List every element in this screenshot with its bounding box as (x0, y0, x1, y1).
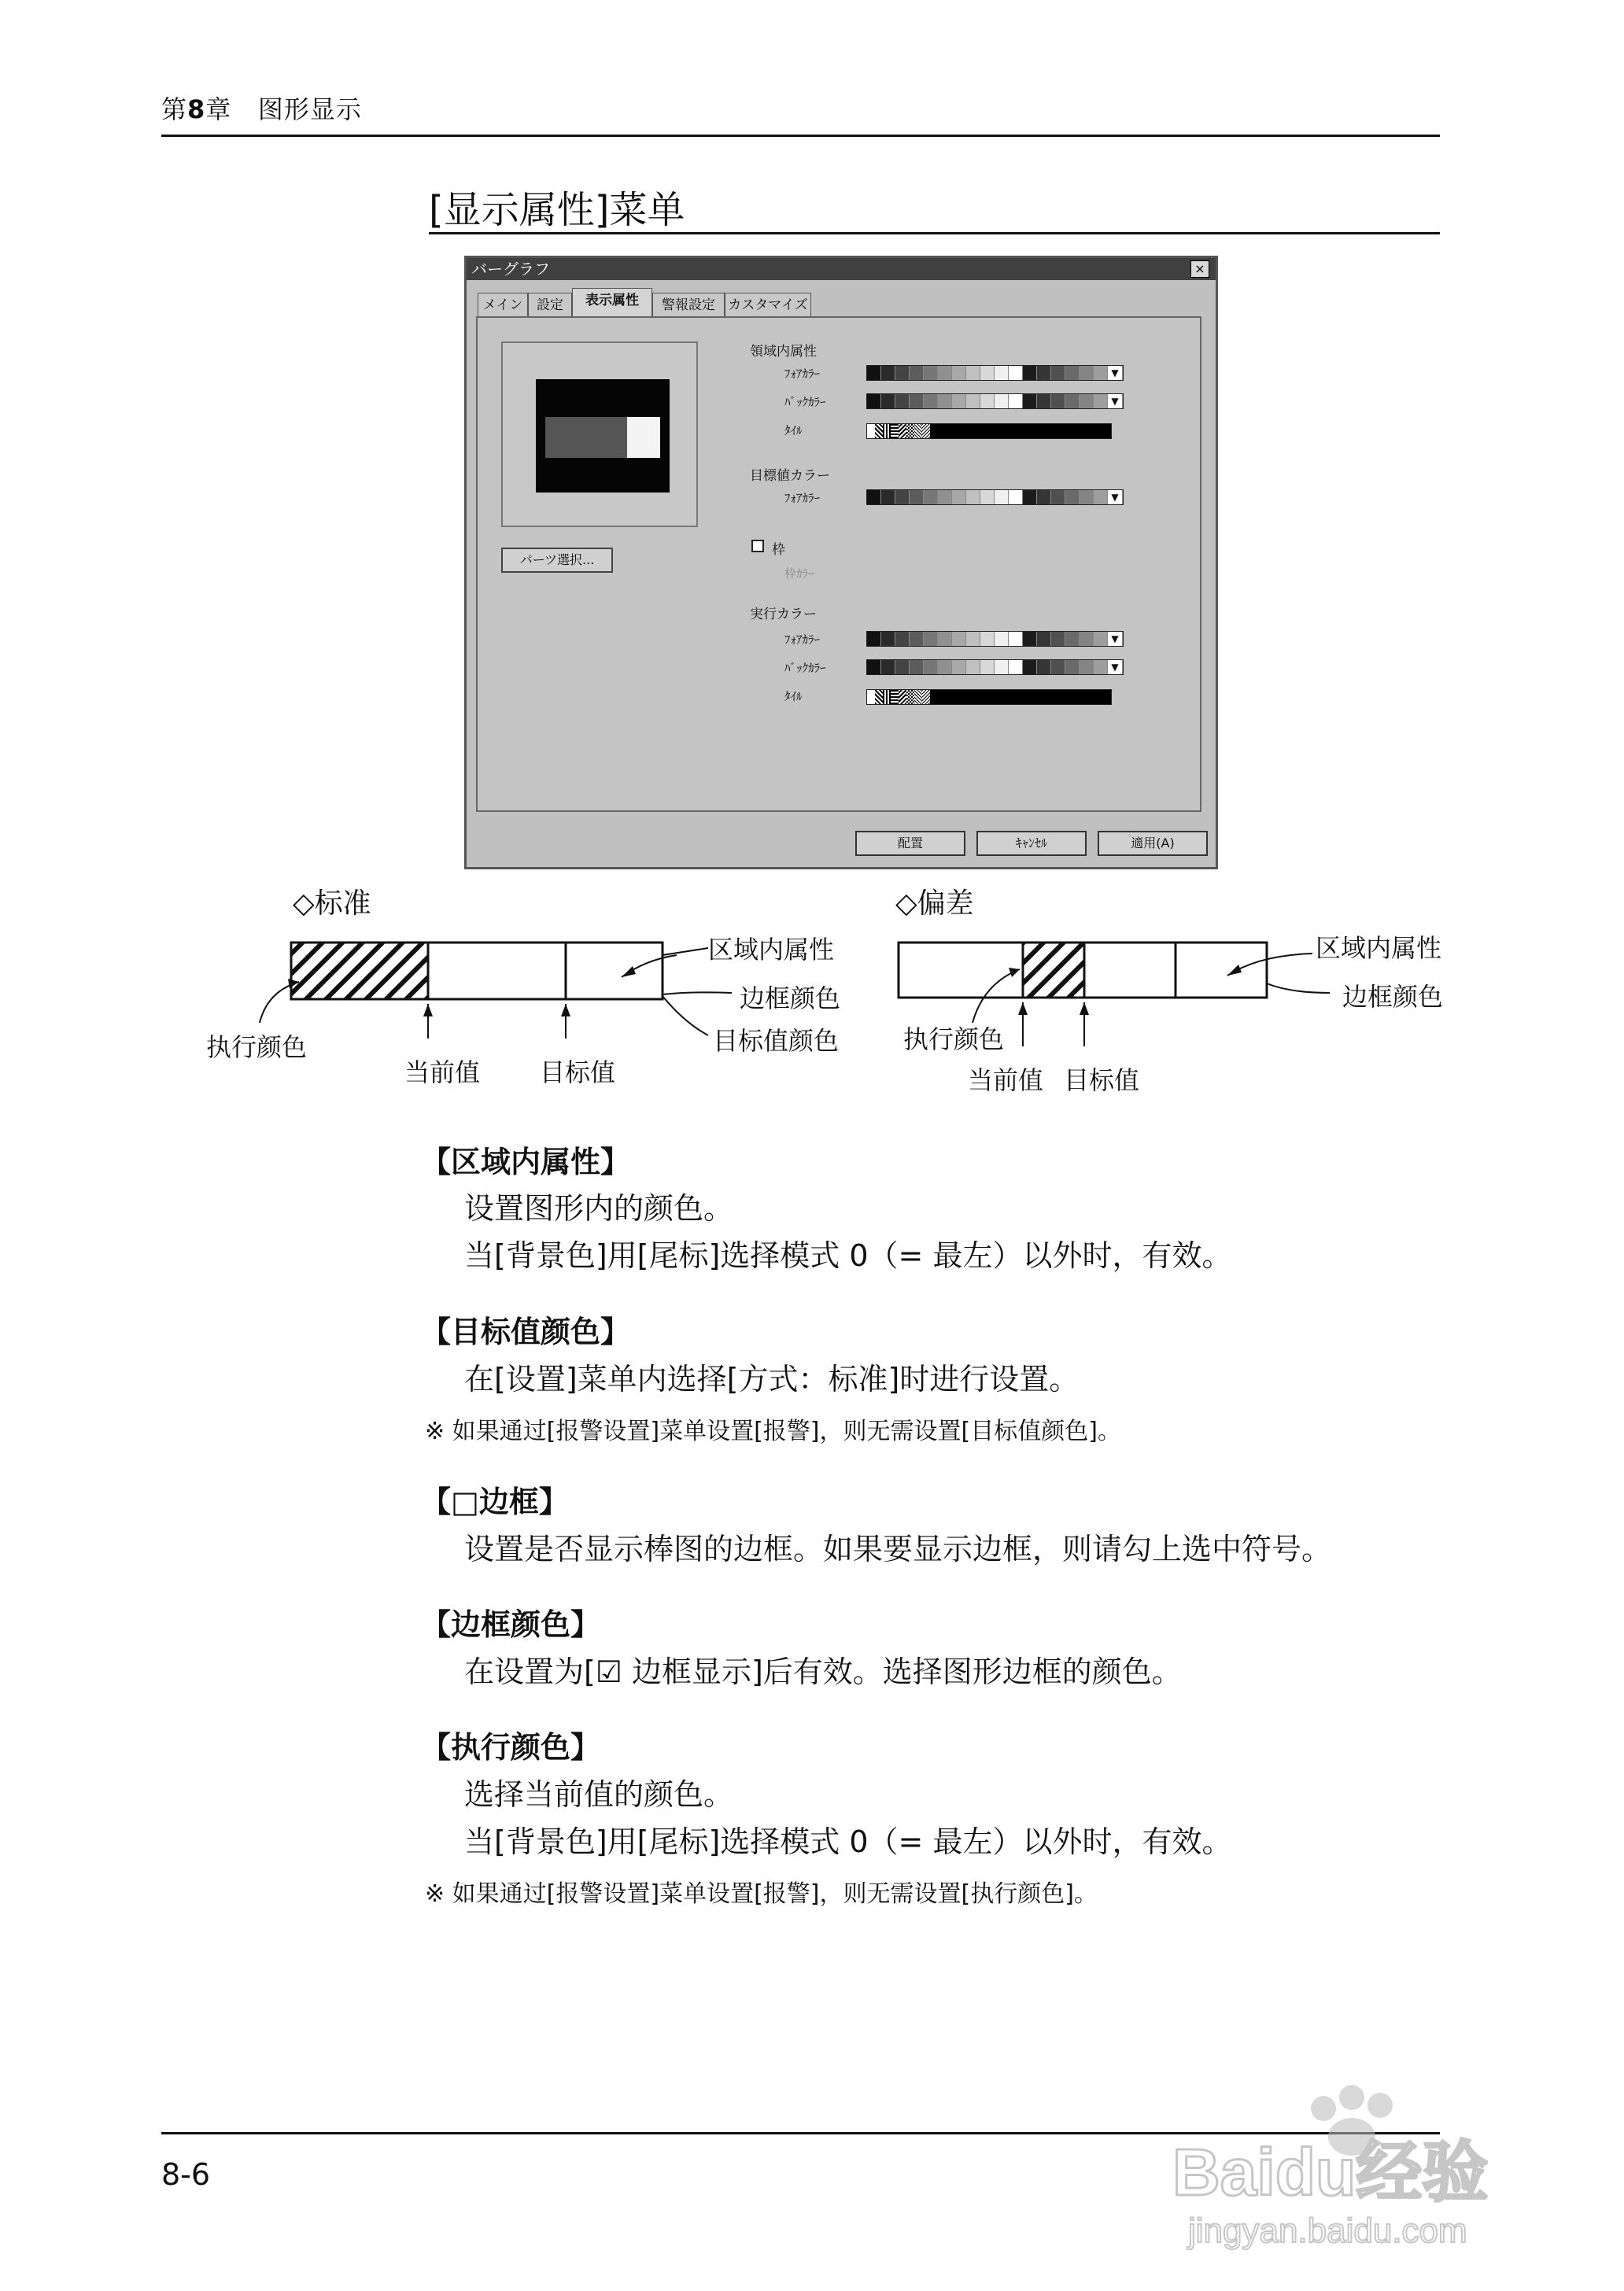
place-button[interactable]: 配置 (855, 831, 965, 856)
exec-color-note: ※ 如果通过[报警设置]菜单设置[报警]，则无需设置[执行颜色]。 (425, 1880, 1098, 1908)
parts-select-button[interactable]: パーツ選択... (501, 548, 613, 573)
dialog-title: バーグラフ (471, 260, 550, 279)
std-target-color-label: 目标值颜色 (713, 1026, 840, 1056)
chapter-prefix: 第 (161, 94, 188, 124)
tab-settings[interactable]: 設定 (528, 293, 572, 317)
exec-tile-label: ﾀｲﾙ (784, 689, 803, 703)
std-border-color-label: 边框颜色 (740, 983, 841, 1013)
target-color-group-label: 目標値カラー (750, 468, 830, 484)
dev-border-color-label: 边框颜色 (1342, 982, 1444, 1012)
target-fore-color-label: ﾌｫｱｶﾗｰ (784, 491, 821, 505)
watermark-url: jingyan.baidu.com (1188, 2212, 1467, 2250)
exec-color-line-2: 当[背景色]用[尾标]选择模式 0（= 最左）以外时，有效。 (464, 1824, 1232, 1859)
heading-target-color: 【目标值颜色】 (421, 1315, 631, 1349)
exec-color-line-1: 选择当前值的颜色。 (464, 1777, 734, 1812)
palette-dropdown-arrow-icon[interactable]: ▼ (1108, 632, 1123, 646)
area-attributes-line-1: 设置图形内的颜色。 (464, 1191, 734, 1226)
exec-color-group-label: 実行カラー (750, 607, 817, 622)
heading-area-attributes: 【区域内属性】 (421, 1145, 631, 1179)
frame-color-line-1: 在设置为[☑ 边框显示]后有效。选择图形边框的颜色。 (464, 1655, 1182, 1689)
heading-exec-color: 【执行颜色】 (421, 1730, 601, 1765)
std-current-value-label: 当前值 (404, 1057, 481, 1087)
area-fore-color-label: ﾌｫｱｶﾗｰ (784, 367, 821, 381)
exec-fore-color-label: ﾌｫｱｶﾗｰ (784, 633, 821, 647)
dev-exec-color-label: 执行颜色 (903, 1024, 1005, 1054)
frame-checkbox-label: 枠 (772, 542, 785, 558)
watermark-brand: Baidu经验 (1172, 2135, 1489, 2209)
standard-bar-diagram (260, 943, 732, 1039)
dev-current-value-label: 当前值 (968, 1065, 1044, 1095)
std-target-value-label: 目标值 (540, 1057, 616, 1087)
chapter-number: 8 (187, 94, 206, 124)
std-area-attr-label: 区域内属性 (708, 935, 835, 965)
close-button[interactable]: × (1190, 260, 1209, 278)
area-back-color-label: ﾊﾞｯｸｶﾗｰ (784, 395, 826, 409)
frame-color-label: 枠ｶﾗｰ (784, 566, 814, 581)
deviation-caption: ◇偏差 (895, 887, 974, 920)
dev-target-value-label: 目标值 (1064, 1065, 1140, 1095)
palette-dropdown-arrow-icon[interactable]: ▼ (1108, 490, 1123, 504)
std-exec-color-label: 执行颜色 (206, 1032, 308, 1062)
palette-dropdown-arrow-icon[interactable]: ▼ (1108, 394, 1123, 408)
exec-back-color-label: ﾊﾞｯｸｶﾗｰ (784, 661, 826, 675)
apply-button[interactable]: 適用(A) (1098, 831, 1208, 856)
heading-frame-color: 【边框颜色】 (421, 1607, 601, 1642)
area-attributes-group-label: 領域内属性 (750, 344, 817, 360)
area-attributes-line-2: 当[背景色]用[尾标]选择模式 0（= 最左）以外时，有效。 (464, 1238, 1232, 1273)
baidu-watermark (1157, 2077, 1566, 2258)
target-color-note: ※ 如果通过[报警设置]菜单设置[报警]，则无需设置[目标值颜色]。 (425, 1418, 1121, 1445)
tab-alarm-settings[interactable]: 警報設定 (652, 293, 725, 317)
cancel-button[interactable]: ｷｬﾝｾﾙ (976, 831, 1087, 856)
tab-main[interactable]: メイン (478, 293, 528, 317)
page-number: 8-6 (161, 2157, 211, 2192)
chapter-title: 图形显示 (257, 94, 362, 124)
target-color-line-1: 在[设置]菜单内选择[方式：标准]时进行设置。 (464, 1362, 1080, 1396)
tab-customize[interactable]: カスタマイズ (725, 293, 811, 317)
palette-dropdown-arrow-icon[interactable]: ▼ (1108, 660, 1123, 674)
tab-display-attributes[interactable]: 表示属性 (572, 288, 652, 317)
standard-caption: ◇标准 (293, 887, 371, 920)
palette-dropdown-arrow-icon[interactable]: ▼ (1108, 366, 1123, 380)
section-title: [显示属性]菜单 (429, 188, 685, 232)
area-tile-label: ﾀｲﾙ (784, 423, 803, 437)
dev-area-attr-label: 区域内属性 (1316, 933, 1442, 963)
chapter-suffix: 章 (205, 94, 232, 124)
frame-line-1: 设置是否显示棒图的边框。如果要显示边框，则请勾上选中符号。 (464, 1532, 1332, 1566)
heading-frame: 【□边框】 (421, 1485, 569, 1519)
